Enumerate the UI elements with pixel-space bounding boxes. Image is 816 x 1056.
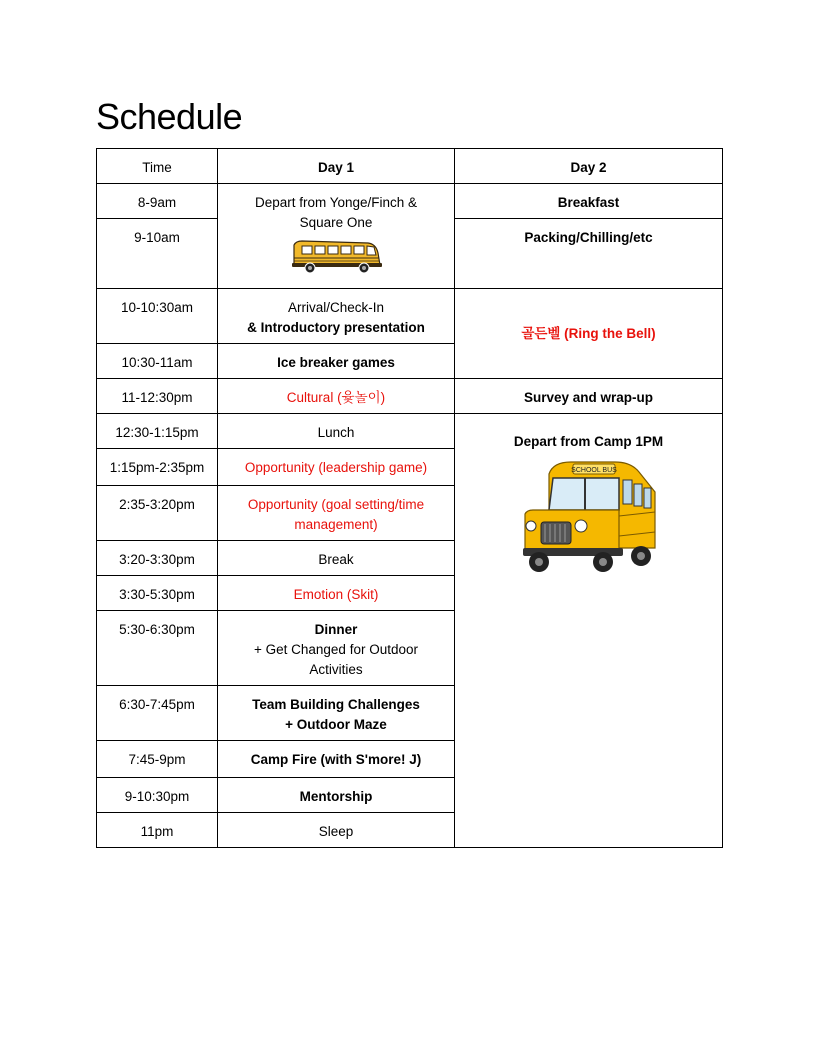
header-day1: Day 1 xyxy=(218,149,455,184)
time-cell: 1:15pm-2:35pm xyxy=(97,449,218,486)
day1-campfire: Camp Fire (with S'more! J) xyxy=(218,741,455,778)
day1-lunch: Lunch xyxy=(218,414,455,449)
day1-dinner-line1: Dinner xyxy=(314,622,358,637)
day1-team-cell xyxy=(218,686,455,741)
day1-depart-text: Depart from Yonge/Finch & Square One xyxy=(254,195,418,230)
time-cell: 9-10am xyxy=(97,219,218,289)
day1-arrival-cell xyxy=(218,289,455,344)
time-cell: 10:30-11am xyxy=(97,344,218,379)
page-title: Schedule xyxy=(96,96,243,137)
day2-depart-cell xyxy=(455,414,723,848)
table-row xyxy=(97,379,723,414)
day1-mentorship: Mentorship xyxy=(218,778,455,813)
header-time: Time xyxy=(97,149,218,184)
day1-arrival-line1: Arrival/Check-In xyxy=(287,300,385,315)
day1-emotion: Emotion (Skit) xyxy=(218,576,455,611)
table-row xyxy=(97,184,723,219)
day1-sleep: Sleep xyxy=(218,813,455,848)
day1-depart-cell xyxy=(218,184,455,289)
day1-break: Break xyxy=(218,541,455,576)
day2-breakfast: Breakfast xyxy=(455,184,723,219)
time-cell: 3:30-5:30pm xyxy=(97,576,218,611)
day1-cultural: Cultural (윷놀이) xyxy=(218,379,455,414)
time-cell: 12:30-1:15pm xyxy=(97,414,218,449)
day1-arrival-line2: & Introductory presentation xyxy=(247,320,425,335)
day2-survey: Survey and wrap-up xyxy=(455,379,723,414)
time-cell: 5:30-6:30pm xyxy=(97,611,218,686)
day1-dinner-line2: + Get Changed for Outdoor Activities xyxy=(254,642,418,677)
time-cell: 8-9am xyxy=(97,184,218,219)
time-cell: 2:35-3:20pm xyxy=(97,486,218,541)
day2-depart-text: Depart from Camp 1PM xyxy=(513,434,664,449)
school-bus-icon xyxy=(288,237,384,277)
day1-icebreaker: Ice breaker games xyxy=(218,344,455,379)
day1-opportunity1: Opportunity (leadership game) xyxy=(218,449,455,486)
day1-opportunity2: Opportunity (goal setting/time management) xyxy=(218,486,455,541)
day1-dinner-cell xyxy=(218,611,455,686)
time-cell: 11-12:30pm xyxy=(97,379,218,414)
time-cell: 10-10:30am xyxy=(97,289,218,344)
time-cell: 7:45-9pm xyxy=(97,741,218,778)
header-day2: Day 2 xyxy=(455,149,723,184)
day2-ring-bell: 골든벨 (Ring the Bell) xyxy=(455,289,723,379)
svg-text:SCHOOL BUS: SCHOOL BUS xyxy=(570,467,617,474)
time-cell: 11pm xyxy=(97,813,218,848)
day2-packing: Packing/Chilling/etc xyxy=(455,219,723,289)
day1-team-line2: + Outdoor Maze xyxy=(285,717,387,732)
table-header-row xyxy=(97,149,723,184)
school-bus-illustration xyxy=(519,456,659,578)
schedule-table xyxy=(96,148,723,848)
table-row xyxy=(97,414,723,449)
time-cell: 9-10:30pm xyxy=(97,778,218,813)
time-cell: 6:30-7:45pm xyxy=(97,686,218,741)
table-row xyxy=(97,289,723,344)
day1-team-line1: Team Building Challenges xyxy=(252,697,420,712)
time-cell: 3:20-3:30pm xyxy=(97,541,218,576)
